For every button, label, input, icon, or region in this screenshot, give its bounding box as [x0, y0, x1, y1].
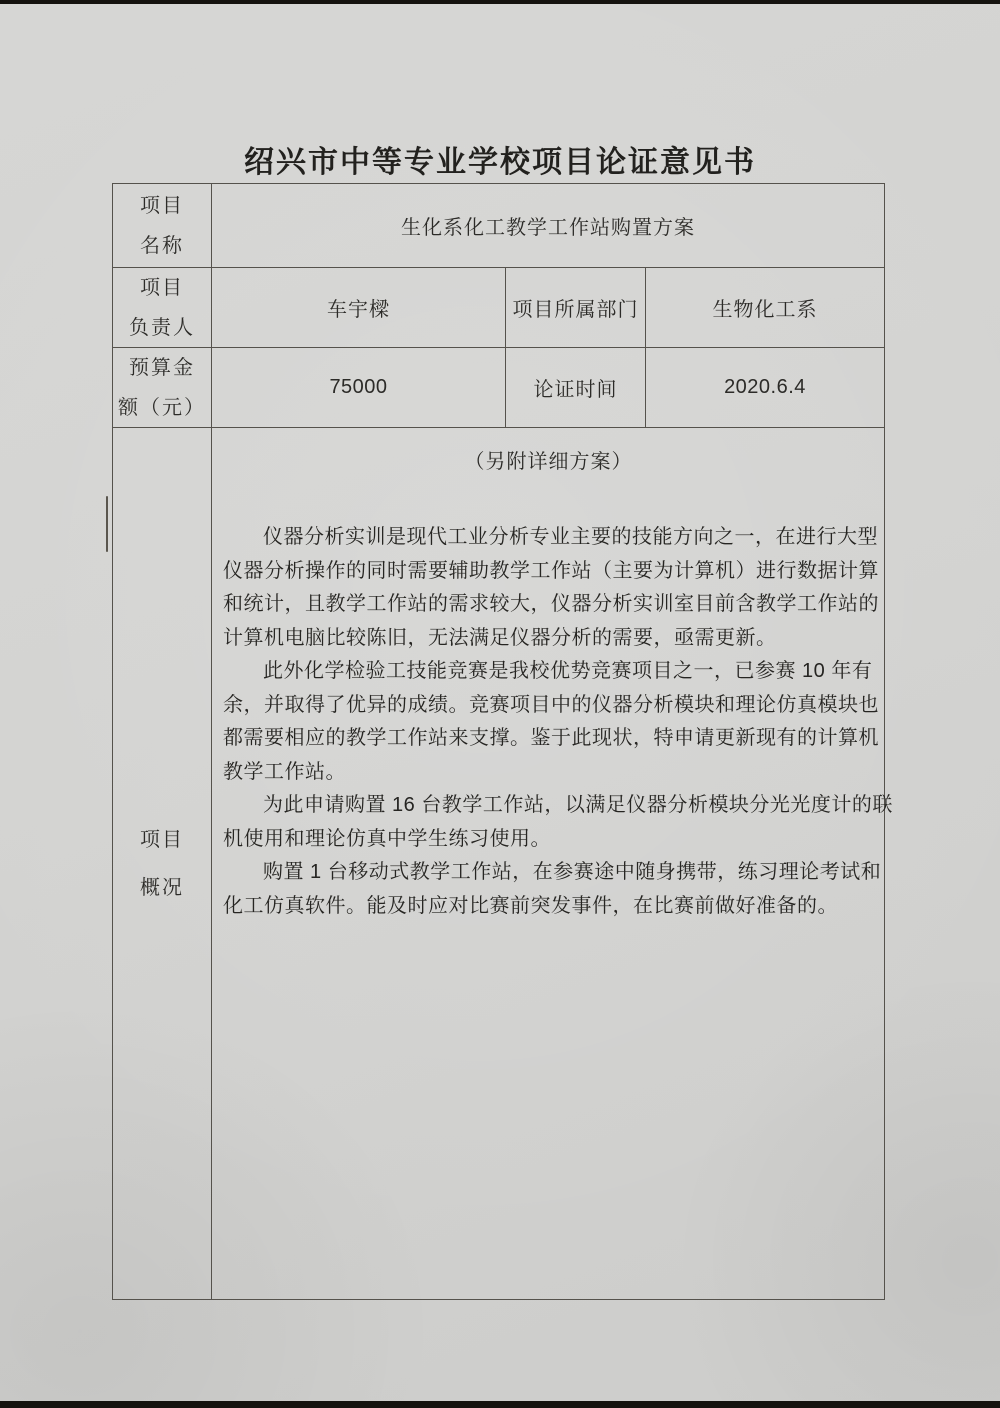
budget-label-cell [113, 348, 212, 428]
overview-line: 为此申请购置 16 台教学工作站，以满足仪器分析模块分光光度计的联 [263, 794, 893, 816]
budget-label-line1: 预算金 [129, 356, 195, 379]
project-name-value-cell [212, 184, 884, 268]
overview-line: 此外化学检验工技能竞赛是我校优势竞赛项目之一，已参赛 10 年有 [263, 660, 873, 682]
review-time-label-cell [506, 348, 646, 428]
document-title: 绍兴市中等专业学校项目论证意见书 [244, 146, 756, 179]
overview-line: 余，并取得了优异的成绩。竞赛项目中的仪器分析模块和理论仿真模块也 [223, 693, 879, 716]
overview-label-line2: 概况 [140, 876, 184, 899]
overview-line: 仪器分析操作的同时需要辅助教学工作站（主要为计算机）进行数据计算 [223, 559, 879, 582]
overview-attachment-note: （另附详细方案） [464, 451, 633, 473]
budget-value: 75000 [329, 376, 388, 398]
project-leader-label-line1: 项目 [140, 276, 184, 299]
department-label: 项目所属部门 [512, 299, 639, 321]
overview-content-cell [212, 428, 893, 1299]
scan-artifact-line [106, 496, 108, 552]
project-leader-value-cell [212, 268, 506, 348]
overview-line: 化工仿真软件。能及时应对比赛前突发事件，在比赛前做好准备的。 [223, 894, 838, 917]
overview-line: 教学工作站。 [223, 760, 346, 783]
review-time-value-cell [646, 348, 884, 428]
overview-line: 都需要相应的教学工作站来支撑。鉴于此现状，特申请更新现有的计算机 [223, 727, 879, 749]
scanned-paper [0, 4, 1000, 1401]
project-name-label-line1: 项目 [140, 194, 184, 217]
department-value: 生物化工系 [712, 299, 818, 321]
overview-label-line1: 项目 [140, 828, 184, 851]
overview-line: 机使用和理论仿真中学生练习使用。 [223, 827, 551, 850]
project-leader-label-cell [113, 268, 212, 348]
review-time-value: 2020.6.4 [724, 376, 806, 398]
department-label-cell [506, 268, 646, 348]
project-name-value: 生化系化工教学工作站购置方案 [401, 217, 695, 239]
project-leader-value: 车宇樑 [327, 299, 390, 321]
overview-paragraphs [223, 521, 893, 923]
overview-line: 和统计，且教学工作站的需求较大，仪器分析实训室目前含教学工作站的 [223, 593, 879, 615]
overview-line: 购置 1 台移动式教学工作站，在参赛途中随身携带，练习理论考试和 [263, 861, 882, 883]
budget-value-cell [212, 348, 506, 428]
budget-label-line2: 额（元） [118, 396, 206, 419]
overview-label-cell [113, 428, 212, 1299]
overview-line: 计算机电脑比较陈旧，无法满足仪器分析的需要，亟需更新。 [223, 626, 777, 649]
project-review-form-table [112, 183, 893, 1300]
review-time-label: 论证时间 [533, 379, 618, 401]
project-leader-label-line2: 负责人 [129, 316, 195, 339]
project-name-label-line2: 名称 [140, 234, 184, 257]
project-name-label-cell [113, 184, 212, 268]
overview-line: 仪器分析实训是现代工业分析专业主要的技能方向之一，在进行大型 [263, 526, 878, 548]
department-value-cell [646, 268, 884, 348]
